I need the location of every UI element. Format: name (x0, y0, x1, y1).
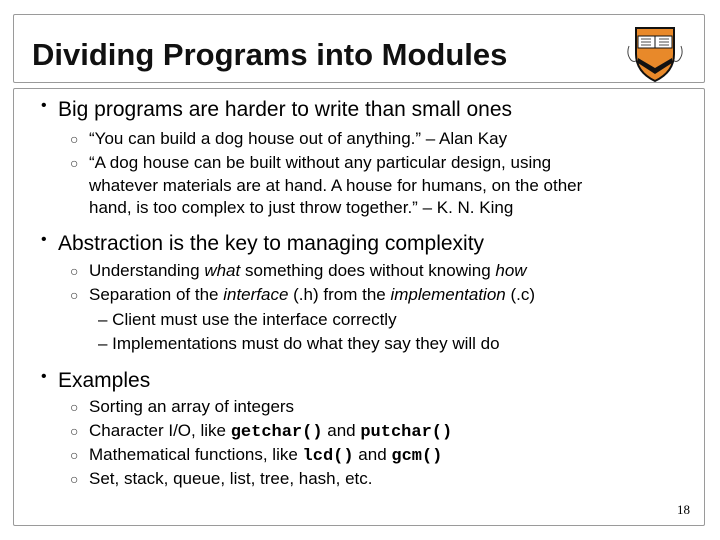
sub-text: Sorting an array of integers (89, 397, 295, 416)
text-run: (.c) (505, 285, 536, 304)
emphasis-interface: interface (223, 285, 289, 304)
sub-text: “You can build a dog house out of anything.” – Alan Kay (89, 129, 508, 148)
sub-separation (70, 284, 536, 306)
text-run: Character I/O, like (89, 421, 231, 440)
page-number: 18 (677, 502, 690, 517)
text-run: (.h) from the (288, 285, 391, 304)
code-lcd: lcd() (302, 447, 354, 466)
text-run: and (322, 421, 361, 440)
emphasis-how: how (495, 261, 527, 280)
example-data-structures (70, 468, 373, 490)
bullet-big-programs (41, 97, 513, 122)
tertiary-implementations: – Implementations must do what they say they will do (98, 334, 500, 353)
text-run: Understanding (89, 261, 205, 280)
example-math (70, 444, 443, 468)
sub-king-quote-line-2 (89, 175, 582, 197)
sub-bullet-icon: ○ (70, 399, 79, 415)
text-run: and (353, 445, 392, 464)
code-gcm: gcm() (391, 447, 443, 466)
sub-king-quote-line-3 (89, 197, 513, 219)
example-sorting (70, 396, 295, 418)
emphasis-implementation: implementation (390, 285, 506, 304)
sub-understanding (70, 260, 527, 282)
sub-alan-kay (70, 128, 508, 150)
bullet-text: Examples (58, 369, 151, 392)
bullet-abstraction (41, 231, 485, 256)
bullet-dot-icon: • (41, 97, 47, 114)
sub-bullet-icon: ○ (70, 263, 79, 279)
text-run: Separation of the (89, 285, 224, 304)
text-run: Mathematical functions, like (89, 445, 303, 464)
sub-bullet-icon: ○ (70, 131, 79, 147)
sub-text: “A dog house can be built without any particular design, using (89, 153, 552, 172)
slide-title: Dividing Programs into Modules (32, 37, 508, 72)
tertiary-client: – Client must use the interface correctly (98, 310, 397, 329)
sub-text: Set, stack, queue, list, tree, hash, etc. (89, 469, 373, 488)
sub-bullet-icon: ○ (70, 287, 79, 303)
text-run: something does without knowing (240, 261, 496, 280)
sub-bullet-icon: ○ (70, 423, 79, 439)
emphasis-what: what (204, 261, 241, 280)
bullet-text: Abstraction is the key to managing complexity (58, 232, 485, 255)
sub-king-quote-line-1 (70, 152, 552, 174)
sub-bullet-icon: ○ (70, 155, 79, 171)
bullet-dot-icon: • (41, 368, 47, 385)
princeton-shield-icon (626, 24, 684, 84)
code-getchar: getchar() (230, 423, 323, 442)
sub-bullet-icon: ○ (70, 471, 79, 487)
bullet-examples (41, 368, 151, 393)
bullet-dot-icon: • (41, 231, 47, 248)
sub-text: hand, is too complex to just throw together.” – K. N. King (89, 198, 514, 217)
sub-bullet-icon: ○ (70, 447, 79, 463)
example-char-io (70, 420, 453, 444)
code-putchar: putchar() (360, 423, 453, 442)
sub-text: whatever materials are at hand. A house for humans, on the other (89, 176, 583, 195)
bullet-text: Big programs are harder to write than small ones (58, 98, 513, 121)
